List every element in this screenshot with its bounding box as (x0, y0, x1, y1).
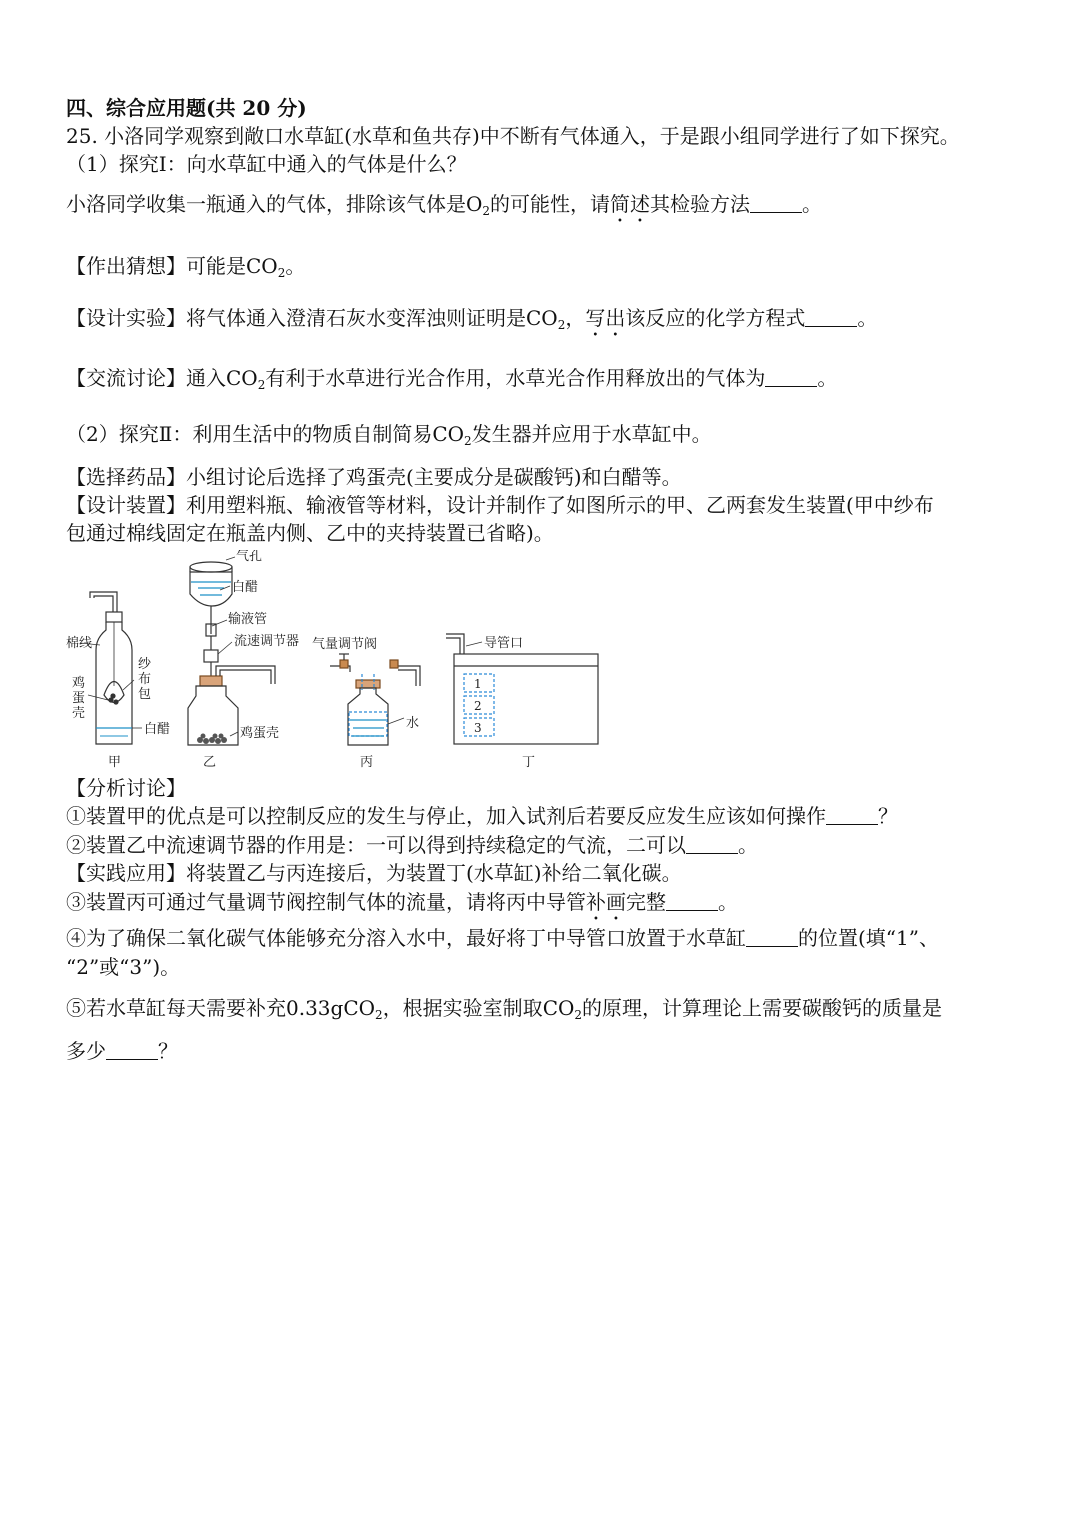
label-egg-1: 鸡 (72, 676, 86, 691)
label-water: 水 (406, 716, 420, 731)
co2-formula: $CO_2$ (542, 996, 583, 1022)
discuss-line: 【交流讨论】通入$CO_2$有利于水草进行光合作用，水草光合作用释放出的气体为 。 (66, 366, 838, 392)
part1-question: 小洛同学收集一瓶通入的气体，排除该气体是$O_2$的可能性，请简述其检验方法 。 (66, 192, 823, 218)
practice-line: 【实践应用】将装置乙与丙连接后，为装置丁(水草缸)补给二氧化碳。 (66, 861, 682, 885)
choose-line: 【选择药品】小组讨论后选择了鸡蛋壳(主要成分是碳酸钙)和白醋等。 (66, 465, 682, 489)
item-5-line-2: 多少 ？ (66, 1039, 178, 1063)
text-segment: 其检验方法 (650, 192, 751, 216)
item-2: ②装置乙中流速调节器的作用是：一可以得到持续稳定的气流，二可以 。 (66, 833, 758, 857)
analysis-heading: 【分析讨论】 (66, 776, 186, 800)
label-gas-valve: 气量调节阀 (312, 637, 378, 652)
position-3: 3 (474, 721, 482, 735)
item-4-line-1: ④为了确保二氧化碳气体能够充分溶入水中，最好将丁中导管口放置于水草缸 的位置(填“1”、 (66, 926, 939, 950)
label-vinegar-yi: 白醋 (232, 580, 259, 595)
co2-formula: $CO_2$ (432, 422, 472, 448)
answer-blank[interactable] (805, 308, 857, 327)
label-cotton: 棉线 (66, 636, 93, 651)
label-egg-3: 壳 (72, 706, 86, 721)
answer-blank[interactable] (750, 194, 802, 213)
device-line-1: 【设计装置】利用塑料瓶、输液管等材料，设计并制作了如图所示的甲、乙两套发生装置(甲中纱布 (66, 493, 934, 517)
label-flow-regulator: 流速调节器 (234, 634, 300, 649)
text-segment: 的可能性，请 (490, 192, 611, 216)
label-egg-2: 蛋 (72, 691, 86, 706)
position-2: 2 (474, 699, 482, 713)
item-5-line-1: ⑤若水草缸每天需要补充0.33gCO$_2$，根据实验室制取$CO_2$的原理，计算理论上需要碳酸钙的质量是 (66, 996, 943, 1022)
label-infusion-tube: 输液管 (228, 612, 268, 627)
co2-formula: $CO_2$ (226, 366, 266, 392)
q25-intro: 25. 小洛同学观察到敞口水草缸(水草和鱼共存)中不断有气体通入，于是跟小组同学进行了如下探究。 (66, 124, 960, 148)
caption-yi: 乙 (203, 755, 217, 770)
device-line-2: 包通过棉线固定在瓶盖内侧、乙中的夹持装置已省略)。 (66, 521, 554, 545)
design-line: 【设计实验】将气体通入澄清石灰水变浑浊则证明是$CO_2$，写出该反应的化学方程式 。 (66, 306, 878, 332)
label-gauze-3: 包 (138, 687, 152, 702)
caption-bing: 丙 (360, 755, 374, 770)
caption-jia: 甲 (108, 755, 122, 770)
emphasis-text: 写出 (585, 306, 626, 330)
part2-title: （2）探究Ⅱ：利用生活中的物质自制简易$CO_2$发生器并应用于水草缸中。 (66, 422, 712, 448)
section-title: 四、综合应用题(共 20 分) (66, 96, 307, 120)
device-jia (80, 592, 142, 744)
emphasis-text: 简述 (610, 192, 651, 216)
answer-blank[interactable] (686, 835, 738, 854)
position-1: 1 (474, 677, 482, 691)
answer-blank[interactable] (826, 806, 878, 825)
emphasis-text: 补画 (586, 890, 626, 914)
co2-formula: $CO_2$ (526, 306, 566, 332)
answer-blank[interactable] (106, 1041, 158, 1060)
answer-blank[interactable] (666, 892, 718, 911)
item-4-line-2: “2”或“3”)。 (66, 955, 181, 979)
label-outlet: 导管口 (484, 636, 524, 651)
co2-formula: $CO_2$ (343, 996, 383, 1022)
label-vinegar-jia: 白醋 (144, 722, 171, 737)
label-eggshell: 鸡蛋壳 (240, 726, 280, 741)
label-gauze-1: 纱 (138, 657, 152, 672)
answer-blank[interactable] (746, 928, 798, 947)
item-3: ③装置丙可通过气量调节阀控制气体的流量，请将丙中导管补画完整 。 (66, 890, 738, 914)
device-bing (330, 654, 420, 745)
caption-ding: 丁 (522, 755, 536, 770)
answer-blank[interactable] (765, 368, 817, 387)
co2-formula: $CO_2$ (246, 254, 286, 280)
label-vent: 气孔 (236, 550, 263, 564)
part1-title: （1）探究Ⅰ：向水草缸中通入的气体是什么？ (66, 152, 467, 176)
guess-line: 【作出猜想】可能是$CO_2$。 (66, 254, 306, 280)
label-gauze-2: 布 (138, 672, 152, 687)
text-segment: 小洛同学收集一瓶通入的气体，排除该气体是 (66, 192, 466, 216)
apparatus-figure (60, 550, 620, 772)
o2-formula: $O_2$ (466, 192, 491, 218)
item-1: ①装置甲的优点是可以控制反应的发生与停止，加入试剂后若要反应发生应该如何操作 ？ (66, 804, 898, 828)
